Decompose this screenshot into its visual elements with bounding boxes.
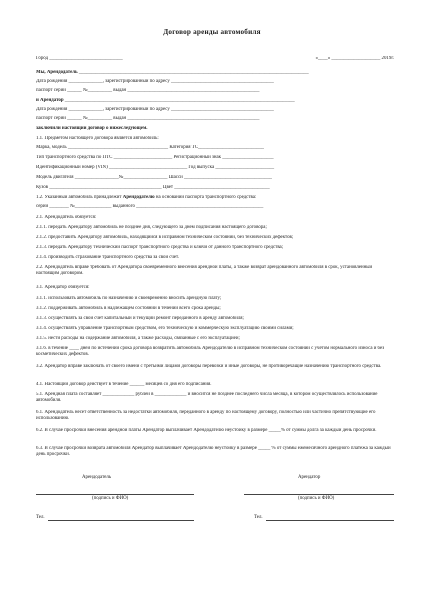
agreement-intro: заключили настоящий договор о нижеследующем. — [36, 126, 148, 131]
clause-2-1-3: 2.1.3. передать Арендатору технический паспорт транспортного средства и ключи от данного транспортного средства; — [36, 245, 284, 250]
lessee-tel-line — [266, 520, 394, 521]
lessee-signature-line — [244, 494, 394, 495]
clause-2-2: 2.2. Арендодатель вправе требовать от Арендатора своевременного внесения арендной платы, а также возврат арендованного автомобиля в срок, установленный настоящим договором. — [36, 265, 373, 276]
clause-1-2-text-end: на основании паспорта транспортного средства: — [154, 195, 257, 200]
clause-2-1-2: 2.1.2. предоставить Арендатору автомобиль, находящийся в исправном техническом состоянии, без технических дефектов; — [36, 235, 294, 240]
lessee-signature-label: Арендатор — [298, 475, 321, 480]
vehicle-vin-field: Идентификационный номер (VIN) ________________________________ Год выпуска ________________________ — [36, 165, 275, 170]
lessee-tel-label: Тел. — [254, 515, 263, 520]
vehicle-type-field: Тип транспортного средства по ПТС ________________________ Регистрационный знак _____________________ — [36, 155, 274, 160]
lessor-birth-line: Дата рождения ______________, зарегистрированный по адресу __________________________________________ — [36, 79, 274, 84]
lessee-name-field: ______________________________________________________________________________________________ — [63, 98, 295, 103]
clause-3-1-6: 3.1.6. в течение ____ дней по истечении срока договора возвратить автомобиль Арендодателю в исправном техническом состоянии с учетом нормального износа и без косметических дефектов. — [36, 346, 385, 357]
header-line — [36, 56, 394, 62]
clause-3-1-1: 3.1.1. использовать автомобиль по назначению и своевременно вносить арендную плату; — [36, 296, 222, 301]
clause-4-1: 4.1. Настоящий договор действует в течение ______ месяцев со дня его подписания. — [36, 382, 212, 387]
lessor-line — [36, 70, 394, 76]
lessor-signature-label: Арендодатель — [82, 475, 112, 480]
clause-1-2-lessor: Арендодателю — [122, 195, 155, 200]
clause-3-1-5: 3.1.5. нести расходы на содержание автомобиля, а также расходы, связанные с его эксплуатацией; — [36, 336, 240, 341]
clause-5-1: 5.1. Арендная плата составляет _____________ рублей в _____________ и вносится не позднее последнего числа месяца, в котором осуществлялось использование автомобиля. — [36, 392, 378, 403]
clause-1-2 — [36, 195, 394, 201]
lessee-line — [36, 98, 394, 104]
clause-2-1-1: 2.1.1. передать Арендатору автомобиль не позднее дня, следующего за днём подписания настоящего договора; — [36, 225, 267, 230]
lessee-passport-line: паспорт серии ______ №__________ выдан ______________________________________________________ — [36, 116, 260, 121]
clause-1-2-text: 1.2. Указанный автомобиль принадлежит — [36, 195, 123, 200]
lessor-passport-line: паспорт серии ______ №__________ выдан ______________________________________________________ — [36, 88, 260, 93]
clause-3-1: 3.1. Арендатор обязуется: — [36, 285, 90, 290]
clause-3-1-4: 3.1.4. осуществлять управление транспортным средством, его техническую и коммерческую эксплуатацию своими силами; — [36, 326, 294, 331]
city-field: Город ______________________________ — [36, 56, 123, 61]
vehicle-make-field: Марка, модель _________________________________________ Категория ТС___________________________ — [36, 145, 265, 150]
lessor-signature-line — [36, 494, 194, 495]
clause-3-1-2: 3.1.2. поддерживать автомобиль в надлежащем состоянии в течении всего срока аренды; — [36, 306, 221, 311]
clause-3-1-3: 3.1.3. осуществлять за свой счёт капитальный и текущий ремонт переданного в аренду автомобиля; — [36, 316, 244, 321]
vehicle-engine-field: Модель двигателя __________________№__________________ Шасси ____________________________________ — [36, 175, 273, 180]
lessor-label: Мы, Арендодатель — [36, 70, 78, 75]
lessee-signature-caption: (подпись и ФИО) — [298, 496, 335, 501]
clause-6-2: 6.2. В случае просрочки внесения арендной платы Арендатор выплачивает Арендодателю неустойку в размере _____% от суммы долга за каждый день просрочки. — [36, 428, 377, 433]
clause-2-1-4: 2.1.4. производить страхование транспортного средства за свой счёт. — [36, 255, 179, 260]
clause-6-3: 6.3. В случае просрочки возврата автомобиля Арендатор выплачивает Арендодателю неустойку в размере _____ % от суммы ежемесячного арендного платежа за каждый день просрочки. — [36, 446, 391, 457]
vehicle-body-field: Кузов ______________________________________________ Цвет _______________________________________ — [36, 185, 270, 190]
lessor-tel-label: Тел. — [36, 515, 45, 520]
date-field: «____» ____________________ 2019г. — [315, 56, 394, 61]
clause-1-1: 1.1. Предметом настоящего договора является автомобиль: — [36, 136, 159, 141]
lessor-tel-line — [48, 520, 194, 521]
clause-3-2: 3.2. Арендатор вправе заключать от своего имени с третьими лицами договоры перевозки и иные договоры, не противоречащие назначению транспортного средства. — [36, 364, 382, 369]
clause-6-1: 6.1. Арендодатель несёт ответственность за недостатки автомобиля, переданного в аренду по настоящему договору, полностью или частично препятствующие его использованию. — [36, 410, 376, 421]
clause-2-1: 2.1. Арендодатель обязуется: — [36, 215, 97, 220]
lessor-signature-caption: (подпись и ФИО) — [92, 496, 129, 501]
pts-series-field: серии ________ №_______________ выданного ____________________________________________________ — [36, 204, 264, 209]
lessee-label: и Арендатор — [36, 98, 64, 103]
document-title: Договор аренды автомобиля — [163, 28, 261, 36]
lessor-name-field: ______________________________________________________________________________________________ — [77, 70, 309, 75]
lessee-birth-line: Дата рождения ______________, зарегистрированный по адресу __________________________________________ — [36, 107, 274, 112]
